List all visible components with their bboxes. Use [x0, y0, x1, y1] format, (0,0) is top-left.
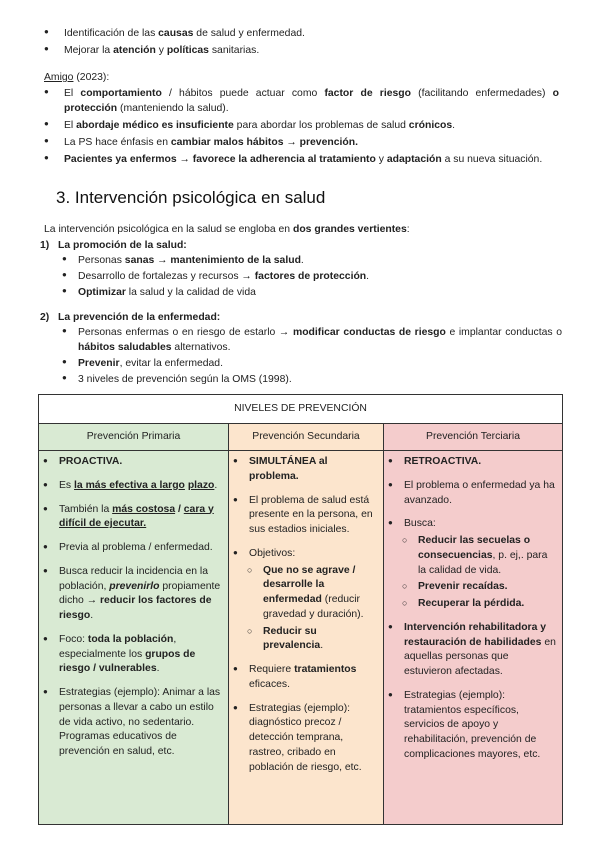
promocion-list — [62, 253, 562, 301]
list-item: ● Personas sanas → mantenimiento de la salud. — [62, 253, 562, 268]
list-item: ● También la más costosa / cara y difícil de ejecutar. — [43, 503, 222, 533]
prevencion-list — [62, 325, 562, 388]
list-item: ● La PS hace énfasis en cambiar malos hábitos → prevención. — [44, 135, 559, 150]
list-item: ● RETROACTIVA. — [388, 455, 556, 470]
amigo-bullet-list — [44, 86, 559, 169]
source-citation: Amigo (2023): — [44, 72, 110, 83]
list-item: ● Personas enfermas o en riesgo de estarlo → modificar conductas de riesgo e implantar conductas o hábitos saludables alternativos. — [62, 325, 562, 355]
list-item: ● Estrategias (ejemplo): diagnóstico precoz / detección temprana, rastreo, cribado en población de riesgo, etc. — [233, 702, 377, 776]
sub-list-item: ○ Recuperar la pérdida. — [388, 597, 556, 612]
list-item: ● 3 niveles de prevención según la OMS (1998). — [62, 372, 562, 387]
header-primaria: Prevención Primaria — [39, 424, 229, 451]
list-item: ● Estrategias (ejemplo): tratamientos específicos, servicios de apoyo y rehabilitación, prevención de complicaciones mayores, etc. — [388, 689, 556, 763]
list-item: ● Intervención rehabilitadora y restauración de habilidades en aquellas personas que estuvieron afectadas. — [388, 621, 556, 680]
list-item: ● Prevenir, evitar la enfermedad. — [62, 356, 562, 371]
list-item: ● Optimizar la salud y la calidad de vida — [62, 285, 562, 300]
subsection-title-prevencion: 2) La prevención de la enfermedad: — [40, 312, 221, 323]
list-item: ● SIMULTÁNEA al problema. — [233, 455, 377, 485]
prevention-levels-table — [38, 394, 563, 825]
list-item: ● Previa al problema / enfermedad. — [43, 541, 222, 556]
list-item: ● Mejorar la atención y políticas sanitarias. — [44, 43, 564, 58]
header-secundaria: Prevención Secundaria — [229, 424, 384, 451]
list-item: ● Busca reducir la incidencia en la población, prevenirlo propiamente dicho → reducir los factores de riesgo. — [43, 565, 222, 624]
sub-list-item: ○ Que no se agrave / desarrolle la enfermedad (reducir gravedad y duración). — [233, 564, 377, 623]
list-item: ● Pacientes ya enfermos → favorece la adherencia al tratamiento y adaptación a su nueva situación. — [44, 152, 559, 167]
sub-list-item: ○ Reducir su prevalencia. — [233, 625, 377, 655]
list-item: ● El problema de salud está presente en la persona, en sus estadios iniciales. — [233, 494, 377, 538]
list-item: ● Requiere tratamientos eficaces. — [233, 663, 377, 693]
list-item: ● Estrategias (ejemplo): Animar a las personas a llevar a cabo un estilo de vida activo, no sedentario. Programas educativos de prevención en salud, etc. — [43, 686, 222, 760]
list-item: ● Busca: — [388, 517, 556, 532]
intro-paragraph: La intervención psicológica en la salud se engloba en dos grandes vertientes: — [44, 224, 410, 235]
column-secundaria — [229, 451, 384, 825]
list-item: ● Desarrollo de fortalezas y recursos → factores de protección. — [62, 269, 562, 284]
column-terciaria — [384, 451, 563, 825]
column-primaria — [39, 451, 229, 825]
list-item: ● Es la más efectiva a largo plazo. — [43, 479, 222, 494]
sub-list-item: ○ Reducir las secuelas o consecuencias, p. ej,. para la calidad de vida. — [388, 534, 556, 578]
list-item: ● El problema o enfermedad ya ha avanzado. — [388, 479, 556, 509]
list-item: ● Objetivos: — [233, 547, 377, 562]
list-item: ● El comportamiento / hábitos puede actuar como factor de riesgo (facilitando enfermedades) o protección (manteniendo la salud). — [44, 86, 559, 116]
header-terciaria: Prevención Terciaria — [384, 424, 563, 451]
top-bullet-list — [44, 26, 564, 60]
list-item: ● El abordaje médico es insuficiente para abordar los problemas de salud crónicos. — [44, 118, 559, 133]
section-heading: 3. Intervención psicológica en salud — [56, 188, 326, 207]
list-item: ● Foco: toda la población, especialmente los grupos de riesgo / vulnerables. — [43, 633, 222, 677]
list-item: ● PROACTIVA. — [43, 455, 222, 470]
subsection-title-promocion: 1) La promoción de la salud: — [40, 240, 187, 251]
sub-list-item: ○ Prevenir recaídas. — [388, 580, 556, 595]
table-title: NIVELES DE PREVENCIÓN — [39, 395, 563, 424]
list-item: ● Identificación de las causas de salud y enfermedad. — [44, 26, 564, 41]
